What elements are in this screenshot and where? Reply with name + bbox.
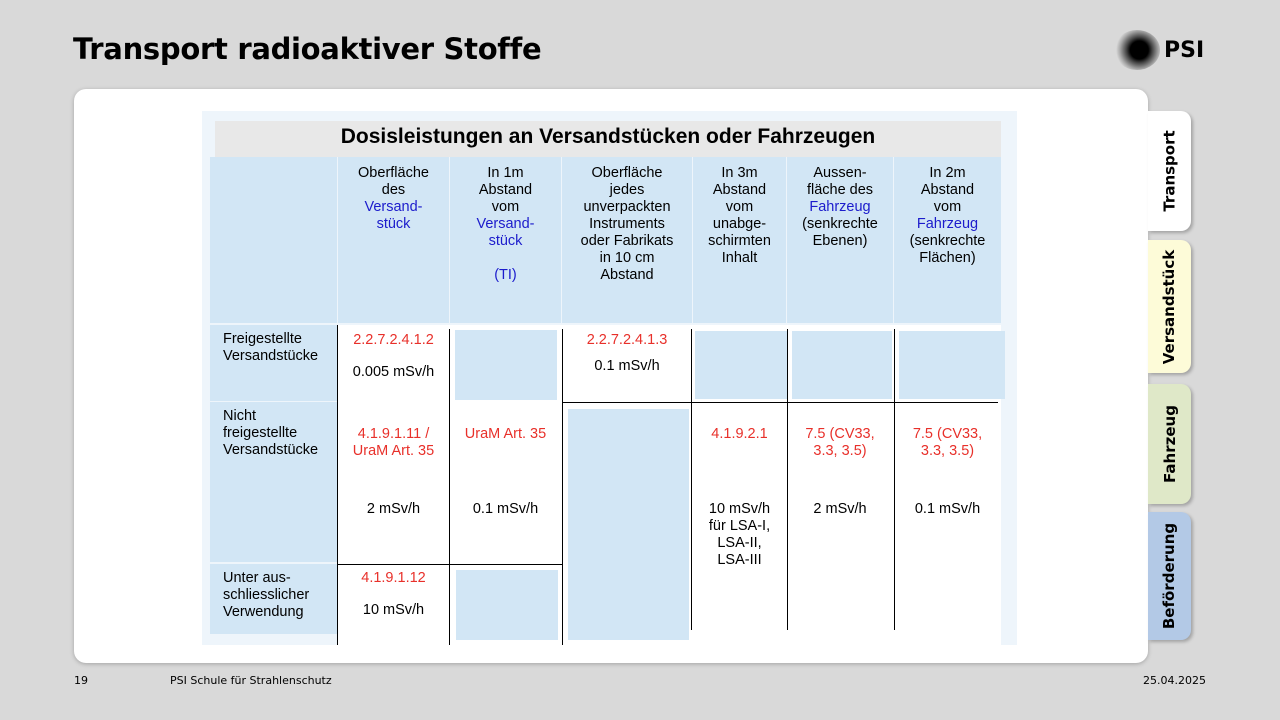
col-header-aussenflaeche-fahrzeug [787, 157, 893, 323]
col-header-part: In 3m Abstand vom unabge- schirmten Inhalt [708, 165, 771, 266]
tab-label: Transport [1160, 130, 1179, 212]
col-header-part: (senkrechte Flächen) [909, 233, 986, 266]
reference-text: 2.2.7.2.4.1.2 [353, 332, 434, 348]
tab-label: Fahrzeug [1160, 405, 1179, 483]
col-header-part: Fahrzeug [916, 216, 979, 232]
dose-value: 2 mSv/h [813, 501, 867, 517]
cell-r2-c2 [450, 409, 561, 535]
col-header-part: Versand- stück [364, 199, 423, 232]
col-header-oberflaeche-instrument [562, 157, 692, 323]
cell-r2-c1 [338, 409, 449, 535]
col-header-part: Fahrzeug [809, 199, 871, 215]
empty-cell [792, 331, 892, 399]
grid-line [449, 329, 450, 645]
tab-label: Beförderung [1160, 522, 1179, 630]
col-header-oberflaeche-versandstueck [338, 157, 449, 323]
col-header-1m-versandstueck [450, 157, 561, 323]
reference-text: 7.5 (CV33, 3.3, 3.5) [805, 426, 875, 459]
dose-value: 10 mSv/h [362, 602, 425, 618]
empty-cell [899, 331, 1005, 399]
row-header-ausschliessliche-verwendung: Unter aus- schliesslicher Verwendung [210, 564, 337, 634]
col-header-text [708, 165, 771, 266]
table-title: Dosisleistungen an Versandstücken oder Fahrzeugen [340, 125, 876, 148]
tab-transport[interactable] [1148, 111, 1191, 231]
col-header-3m-inhalt [693, 157, 786, 323]
reference-text: 2.2.7.2.4.1.3 [586, 332, 668, 348]
cell-r1-c1 [338, 332, 449, 381]
reference-text: 4.1.9.2.1 [711, 426, 768, 442]
footer-organization: PSI Schule für Strahlenschutz [170, 674, 332, 687]
cell-r3-c1 [338, 570, 449, 619]
row-header-freigestellt: Freigestellte Versandstücke [210, 325, 337, 401]
grid-line [894, 329, 895, 630]
col-header-text [358, 165, 429, 232]
cell-r1-c3 [562, 332, 692, 375]
empty-cell [568, 409, 689, 640]
col-header-text [581, 165, 674, 283]
reference-text: 4.1.9.1.12 [361, 570, 426, 586]
grid-line [691, 329, 692, 630]
tab-fahrzeug[interactable] [1148, 384, 1191, 504]
col-header-part: Versand- stück (TI) [476, 216, 535, 283]
col-header-part: Aussen- fläche des [806, 165, 874, 198]
col-header-text [910, 165, 986, 266]
page-number: 19 [74, 674, 88, 687]
reference-text: UraM Art. 35 [464, 426, 547, 442]
psi-logo-icon [1114, 30, 1160, 70]
reference-text: 4.1.9.1.11 / UraM Art. 35 [352, 426, 435, 459]
col-header-part: In 1m Abstand vom [478, 165, 533, 215]
col-header-part: Oberfläche jedes unverpackten Instruments oder Fabrikats in 10 cm Abstand [580, 165, 674, 283]
col-header-text [802, 165, 878, 249]
grid-line [338, 564, 562, 565]
col-header-text [476, 165, 534, 283]
dose-value: 0.1 mSv/h [472, 501, 539, 517]
dose-value: 0.1 mSv/h [594, 358, 660, 374]
dose-rate-table [202, 111, 1017, 645]
row-header-nicht-freigestellt: Nicht freigestellte Versandstücke [210, 402, 337, 562]
psi-logo-text: PSI [1164, 37, 1205, 63]
grid-line [562, 329, 563, 645]
col-header-part: (senkrechte Ebenen) [802, 216, 878, 249]
tab-versandstueck[interactable] [1148, 240, 1191, 373]
col-header-part: Oberfläche des [358, 165, 429, 198]
grid-line [787, 329, 788, 630]
reference-text: 7.5 (CV33, 3.3, 3.5) [912, 426, 983, 459]
psi-logo [1114, 30, 1214, 70]
grid-line [337, 325, 338, 645]
cell-r2-c5 [787, 409, 893, 535]
dose-value: 2 mSv/h [366, 501, 421, 517]
footer-date: 25.04.2025 [1143, 674, 1206, 687]
empty-cell [455, 330, 557, 400]
grid-line [562, 402, 998, 403]
dose-value: 10 mSv/h für LSA-I, LSA-II, LSA-III [708, 501, 771, 568]
col-header-2m-fahrzeug [894, 157, 1001, 323]
col-header-part: In 2m Abstand vom [920, 165, 975, 215]
empty-cell [695, 331, 787, 399]
dose-value: 0.005 mSv/h [352, 364, 435, 380]
empty-cell [456, 570, 558, 640]
cell-r2-c4 [693, 409, 786, 586]
cell-r2-c6 [894, 409, 1001, 535]
tab-befoerderung[interactable] [1148, 512, 1191, 640]
corner-header [210, 157, 337, 323]
tab-label: Versandstück [1160, 249, 1179, 364]
dose-value: 0.1 mSv/h [914, 501, 981, 517]
slide-title: Transport radioaktiver Stoffe [73, 32, 542, 66]
